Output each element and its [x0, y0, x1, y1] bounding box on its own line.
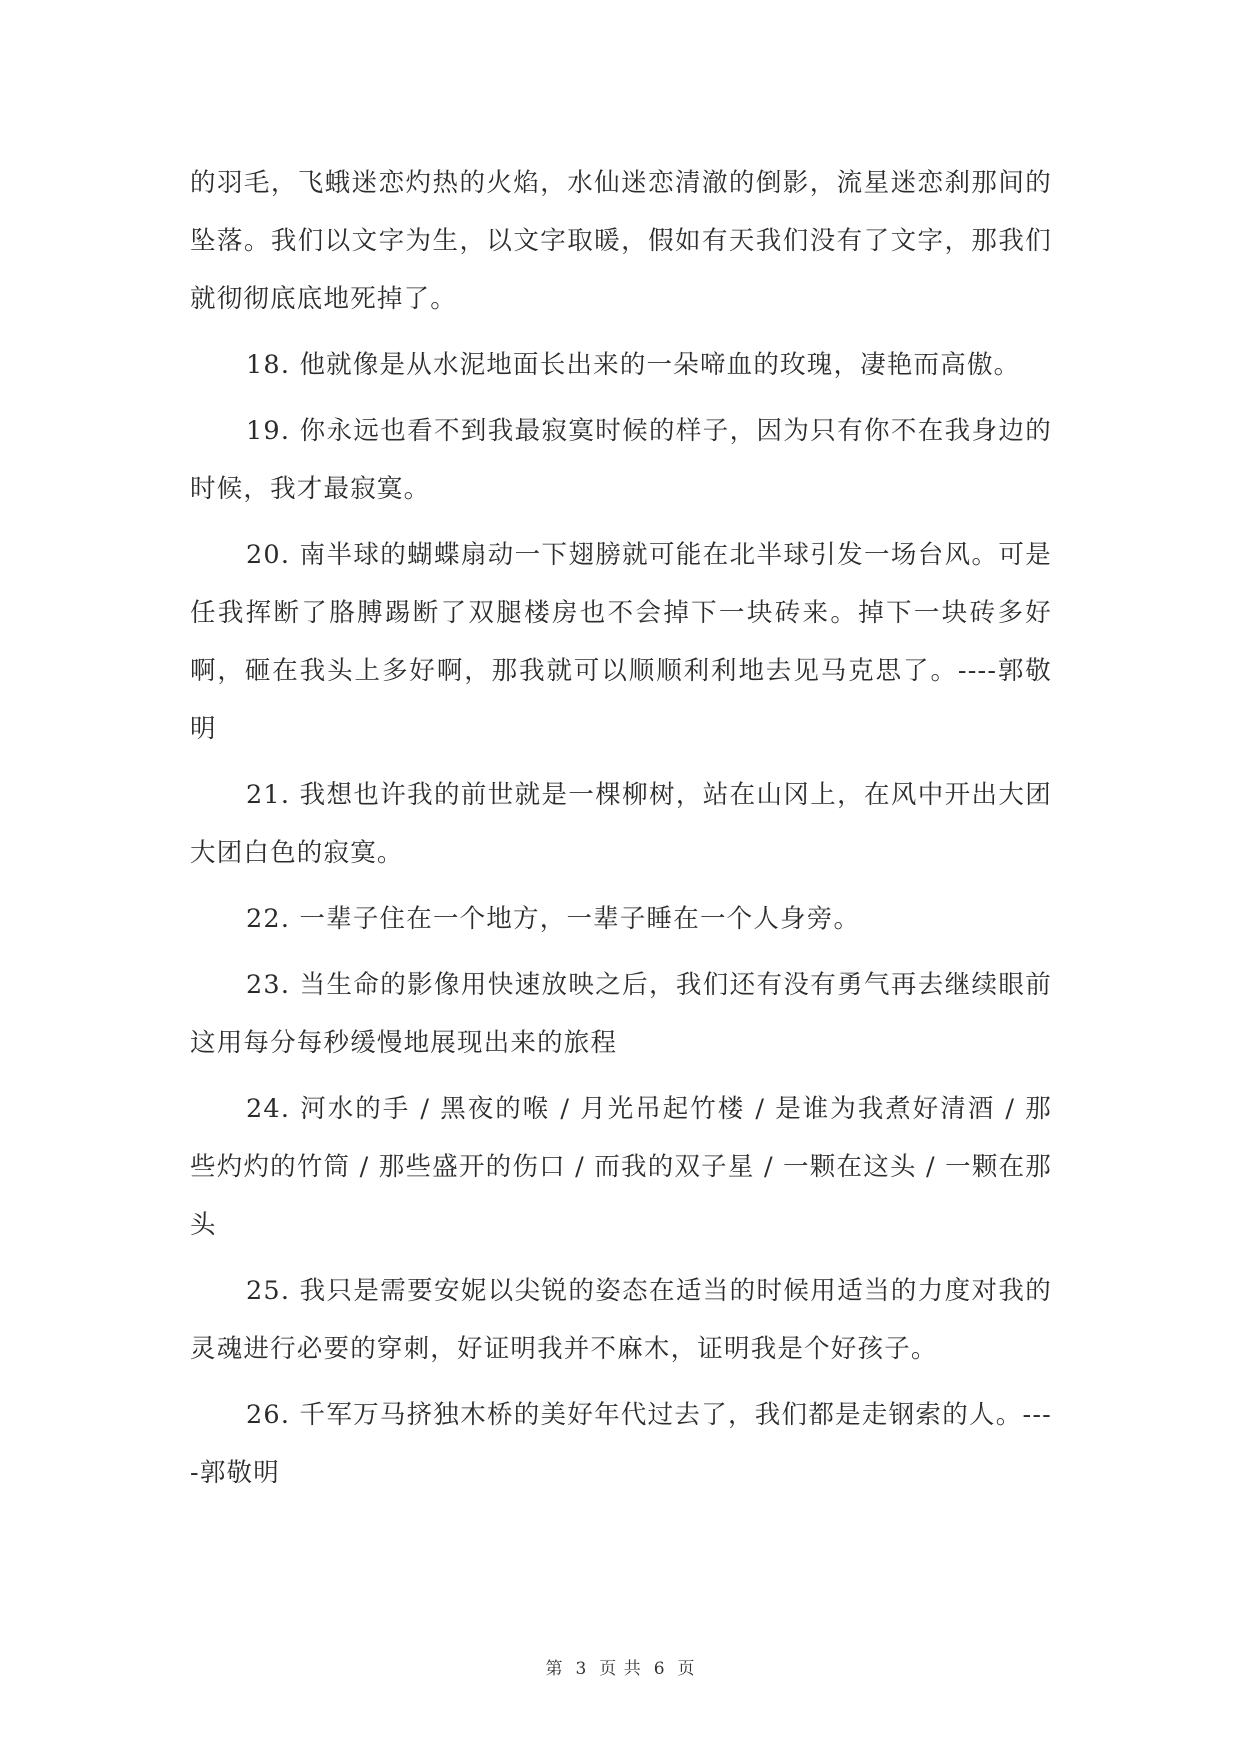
paragraph-25: 25. 我只是需要安妮以尖锐的姿态在适当的时候用适当的力度对我的灵魂进行必要的穿刺，好证明我并不麻木，证明我是个好孩子。 — [190, 1276, 1052, 1364]
paragraph-26: 26. 千军万马挤独木桥的美好年代过去了，我们都是走钢索的人。----郭敬明 — [190, 1400, 1052, 1488]
footer-prefix: 第 — [545, 1659, 564, 1679]
paragraph-23: 23. 当生命的影像用快速放映之后，我们还有没有勇气再去继续眼前这用每分每秒缓慢地展现出来的旅程 — [190, 970, 1052, 1058]
paragraph-19: 19. 你永远也看不到我最寂寞时候的样子，因为只有你不在我身边的时候，我才最寂寞。 — [190, 416, 1052, 504]
paragraph-21: 21. 我想也许我的前世就是一棵柳树，站在山冈上，在风中开出大团大团白色的寂寞。 — [190, 780, 1052, 868]
paragraph-24: 24. 河水的手 / 黑夜的喉 / 月光吊起竹楼 / 是谁为我煮好清酒 / 那些灼灼的竹筒 / 那些盛开的伤口 / 而我的双子星 / 一颗在这头 / 一颗在那头 — [190, 1094, 1052, 1240]
footer-total-pages: 6 — [653, 1659, 666, 1679]
footer-current-page: 3 — [575, 1659, 588, 1679]
paragraph-18: 18. 他就像是从水泥地面长出来的一朵啼血的玫瑰，凄艳而高傲。 — [246, 350, 1021, 380]
footer-middle: 页 共 — [599, 1659, 642, 1679]
footer-suffix: 页 — [677, 1659, 696, 1679]
paragraph-20: 20. 南半球的蝴蝶扇动一下翅膀就可能在北半球引发一场台风。可是任我挥断了胳膊踢断了双腿楼房也不会掉下一块砖来。掉下一块砖多好啊，砸在我头上多好啊，那我就可以顺顺利利地去见马克思了。----郭敬明 — [190, 540, 1052, 744]
paragraph-22: 22. 一辈子住在一个地方，一辈子睡在一个人身旁。 — [246, 904, 861, 934]
page-footer — [0, 1654, 1241, 1679]
page-body — [190, 154, 1052, 1510]
paragraph-17-continued: 的羽毛，飞蛾迷恋灼热的火焰，水仙迷恋清澈的倒影，流星迷恋刹那间的坠落。我们以文字为生，以文字取暖，假如有天我们没有了文字，那我们就彻彻底底地死掉了。 — [190, 168, 1052, 314]
